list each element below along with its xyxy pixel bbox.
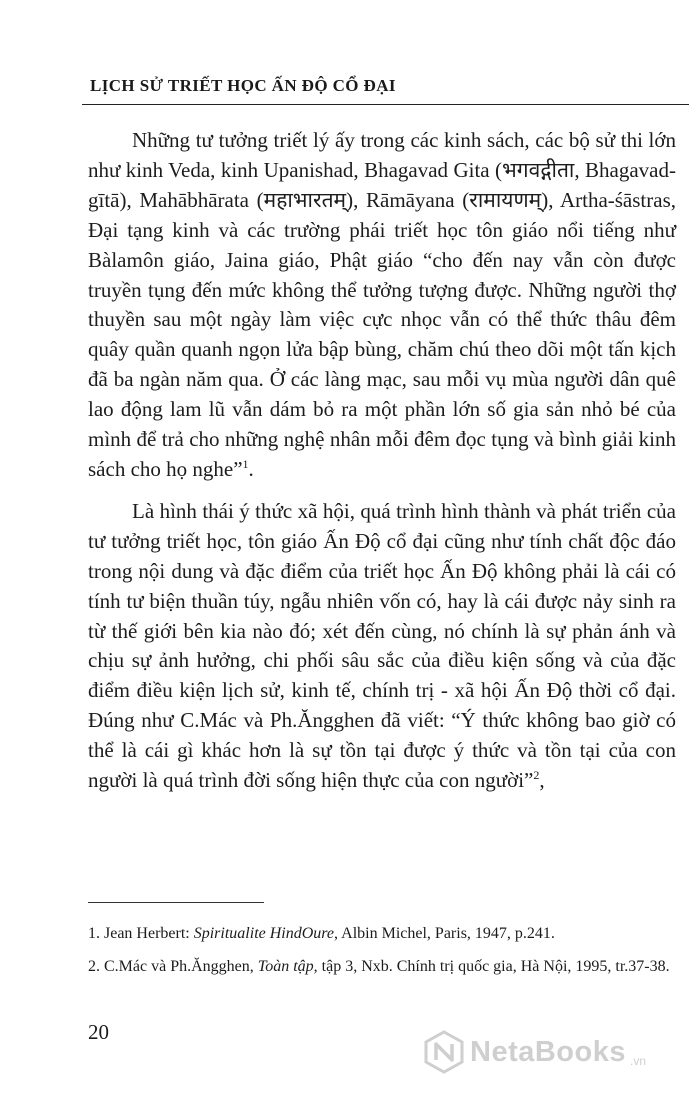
footnote-2-prefix: 2. C.Mác và Ph.Ăngghen, [88,958,258,975]
running-header: LỊCH SỬ TRIẾT HỌC ẤN ĐỘ CỔ ĐẠI [90,76,396,95]
footnote-2-suffix: , tập 3, Nxb. Chính trị quốc gia, Hà Nội, 1995, tr.37-38. [313,958,670,975]
book-logo-icon [422,1030,466,1074]
paragraph-1-end: . [248,456,254,481]
paragraph-2-text: Là hình thái ý thức xã hội, quá trình hình thành và phát triển của tư tưởng triết học, tôn giáo Ấn Độ cổ đại cũng như tính chất độc đáo trong nội dung và đặc điểm của triết học Ấn Độ không phải là cái có tính tư biện thuần túy, ngẫu nhiên vốn có, hay là cái được nảy sinh ra từ thế giới bên kia nào đó; xét đến cùng, nó chính là sự phản ánh và chịu sự ảnh hưởng, chi phối sâu sắc của điều kiện sống và của đặc điểm điều kiện lịch sử, kinh tế, chính trị - xã hội Ấn Độ thời cổ đại. Đúng như C.Mác và Ph.Ăngghen đã viết: “Ý thức không bao giờ có thể là cái gì khác hơn là sự tồn tại được ý thức và tồn tại của con người là quá trình đời sống hiện thực của con người” [88,498,676,793]
watermark-brand: NetaBooks [470,1035,626,1068]
footnote-1-title: Spiritualite HindOure [193,925,335,942]
header-rule [82,104,689,105]
footnote-1 [88,922,673,945]
paragraph-1-text: Những tư tưởng triết lý ấy trong các kinh sách, các bộ sử thi lớn như kinh Veda, kinh Upanishad, Bhagavad Gita (भगवद्गीता, Bhagavad-gītā), Mahābhārata (महाभारतम्), Rāmāyana (रामायणम्), Artha-śāstras, Đại tạng kinh và các trường phái triết học tôn giáo nổi tiếng như Bàlamôn giáo, Jaina giáo, Phật giáo “cho đến nay vẫn còn được truyền tụng đến mức không thể tưởng tượng được. Những người thợ thuyền sau một ngày làm việc cực nhọc vẫn có thể thức thâu đêm quây quần quanh ngọn lửa bập bùng, chăm chú theo dõi một tấn kịch đã ba ngàn năm qua. Ở các làng mạc, sau mỗi vụ mùa người dân quê lao động lam lũ vẫn dám bỏ ra một phần lớn số gia sản nhỏ bé của mình để trả cho những nghệ nhân mỗi đêm đọc tụng và bình giải kinh sách cho họ nghe” [88,128,676,481]
footnote-rule [88,902,264,903]
footnote-2 [88,955,673,978]
footnote-ref-2: 2 [533,768,540,783]
footnote-2-title: Toàn tập [257,958,314,975]
footnote-ref-1: 1 [242,456,249,471]
body-text [88,126,676,796]
watermark [422,1030,646,1074]
footnotes [88,922,673,988]
paragraph-2 [88,497,676,796]
paragraph-2-end: , [539,768,545,793]
watermark-suffix: .vn [630,1054,647,1068]
page-number: 20 [88,1020,109,1044]
footnote-1-prefix: 1. Jean Herbert: [88,925,194,942]
paragraph-1 [88,126,676,485]
footnote-1-suffix: , Albin Michel, Paris, 1947, p.241. [334,925,555,942]
